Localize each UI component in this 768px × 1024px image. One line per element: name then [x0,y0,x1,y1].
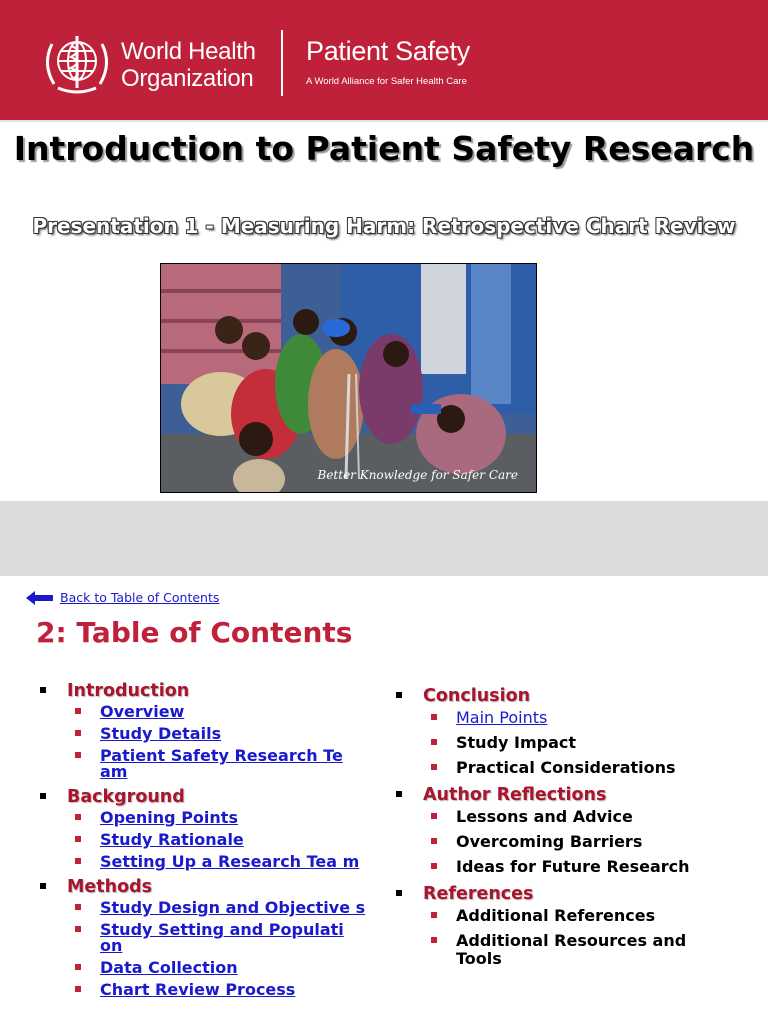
toc-item[interactable] [100,900,370,916]
toc-section-background [40,786,370,870]
toc-section-label: Background [67,787,185,807]
who-emblem-icon [38,30,116,96]
toc-item [456,833,736,851]
toc-section-conclusion [396,685,736,777]
toc-link-study-impact: Study Impact [456,733,577,752]
toc-item[interactable] [100,854,370,870]
toc-link-study-rationale[interactable]: Study Rationale [100,830,244,849]
toc-section-label: References [423,884,534,904]
toc-link-lessons-and-advice: Lessons and Advice [456,807,633,826]
toc-link-data-collection[interactable]: Data Collection [100,958,238,977]
toc-subsection-list [423,709,736,777]
toc-item[interactable] [100,982,370,998]
toc-item[interactable] [100,832,370,848]
toc-item [456,907,736,925]
toc-subsection-list [423,808,736,876]
toc-item [456,734,736,752]
toc-link-opening-points[interactable]: Opening Points [100,808,238,827]
header-divider [281,30,283,96]
page-title: Introduction to Patient Safety Research [13,129,755,168]
toc-section-label: Conclusion [423,686,531,706]
toc-link-overcoming-barriers: Overcoming Barriers [456,832,643,851]
org-name-line1: World Health [121,38,256,65]
photo-caption: Better Knowledge for Safer Care [317,468,518,482]
toc-link-setting-up-a-research-tea-m[interactable]: Setting Up a Research Tea m [100,852,360,871]
toc-item [456,858,736,876]
toc-right-column [396,685,736,975]
header-banner [0,0,768,120]
grey-band [0,501,768,576]
back-to-toc-link[interactable]: Back to Table of Contents [60,590,220,605]
toc-subsection-list [67,704,370,780]
who-wordmark [121,38,256,92]
toc-item[interactable] [100,810,370,826]
toc-link-additional-references: Additional References [456,906,656,925]
toc-section-label: Author Reflections [423,785,607,805]
toc-item[interactable] [456,709,736,727]
cover-photo [160,263,537,493]
presentation-subtitle: Presentation 1 - Measuring Harm: Retrospective Chart Review [32,214,736,238]
toc-item[interactable] [100,960,370,976]
toc-subsection-list [67,900,370,998]
toc-left-column [40,680,370,1004]
toc-item [456,932,736,968]
program-subtitle: A World Alliance for Safer Health Care [306,76,467,87]
toc-subsection-list [423,907,736,968]
toc-link-patient-safety-research-te-am[interactable]: Patient Safety Research Te am [100,746,343,781]
toc-item [456,759,736,777]
toc-item[interactable] [100,726,370,742]
photo-scene [161,264,536,492]
toc-section-methods [40,876,370,998]
toc-link-study-setting-and-populati-on[interactable]: Study Setting and Populati on [100,920,344,955]
toc-link-chart-review-process[interactable]: Chart Review Process [100,980,296,999]
toc-link-study-design-and-objective-s[interactable]: Study Design and Objective s [100,898,366,917]
toc-item[interactable] [100,704,370,720]
toc-section-author-reflections [396,784,736,876]
toc-section-label: Methods [67,877,153,897]
toc-link-ideas-for-future-research: Ideas for Future Research [456,857,690,876]
back-arrow-icon[interactable] [26,591,54,605]
toc-link-study-details[interactable]: Study Details [100,724,222,743]
toc-link-overview[interactable]: Overview [100,702,185,721]
toc-section-label: Introduction [67,681,190,701]
toc-link-additional-resources-and-tools: Additional Resources and Tools [456,931,687,968]
toc-item [456,808,736,826]
toc-item[interactable] [100,922,370,954]
org-name-line2: Organization [121,65,254,92]
toc-heading: 2: Table of Contents [36,616,353,649]
toc-subsection-list [67,810,370,870]
toc-section-references [396,883,736,968]
program-title: Patient Safety [306,36,470,66]
toc-item[interactable] [100,748,370,780]
toc-section-introduction [40,680,370,780]
toc-link-main-points[interactable]: Main Points [456,708,548,727]
banner-rule [0,120,768,122]
toc-link-practical-considerations: Practical Considerations [456,758,676,777]
